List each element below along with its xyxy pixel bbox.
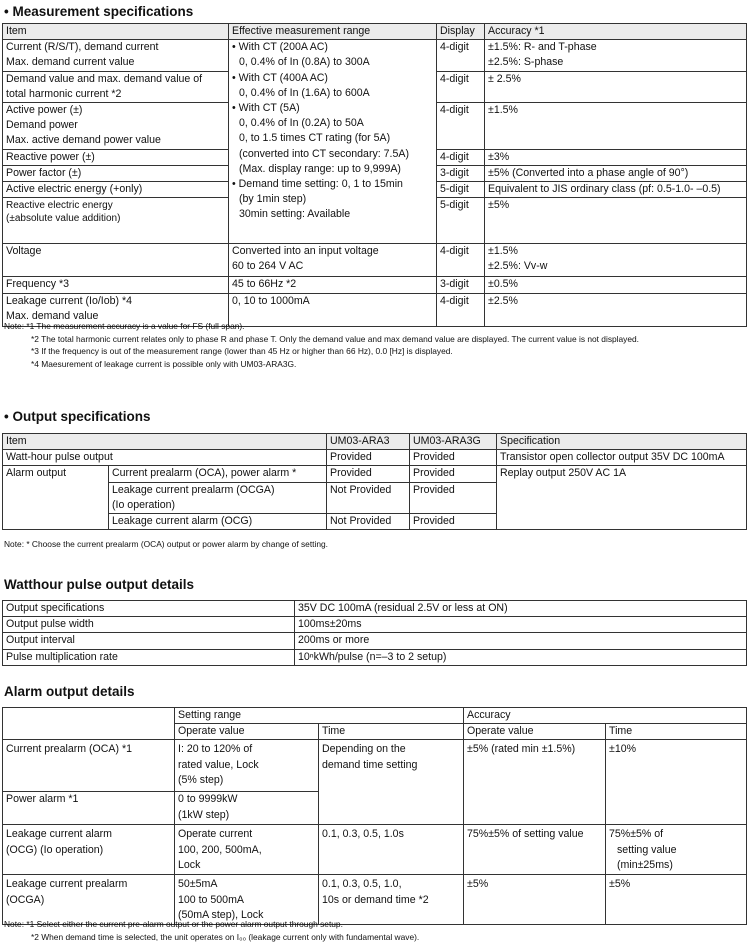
range-cell bbox=[229, 244, 437, 277]
acc-time-cell: ±5% bbox=[606, 875, 747, 925]
range-line: • Demand time setting: 0, 1 to 15min bbox=[232, 178, 403, 191]
item-cell: Current prealarm (OCA) *1 bbox=[3, 740, 175, 792]
header-setting-range: Setting range bbox=[175, 708, 464, 724]
display-cell: 3-digit bbox=[437, 165, 485, 181]
item-cell bbox=[3, 40, 229, 71]
header-operate-value: Operate value bbox=[175, 724, 319, 740]
sub-item-line: Leakage current prealarm (OCGA) bbox=[112, 483, 275, 496]
accuracy-cell: Equivalent to JIS ordinary class (pf: 0.5-1.0- –0.5) bbox=[485, 182, 747, 198]
item-line: (±absolute value addition) bbox=[6, 213, 121, 225]
alarm-header-row bbox=[3, 708, 747, 724]
ara3-cell: Not Provided bbox=[327, 514, 410, 530]
acc-operate-cell: ±5% bbox=[464, 875, 606, 925]
value-cell: 10ⁿkWh/pulse (n=–3 to 2 setup) bbox=[295, 649, 747, 665]
item-cell: Reactive power (±) bbox=[3, 149, 229, 165]
accuracy-line: ±1.5%: R- and T-phase bbox=[488, 41, 597, 54]
header-blank bbox=[3, 708, 175, 740]
operate-line: 100 to 500mA bbox=[178, 893, 244, 906]
operate-line: 50±5mA bbox=[178, 878, 218, 891]
header-accuracy: Accuracy bbox=[464, 708, 747, 724]
sub-item-cell: Current prealarm (OCA), power alarm * bbox=[109, 466, 327, 482]
header-item: Item bbox=[3, 434, 327, 450]
item-cell: Alarm output bbox=[3, 466, 109, 530]
acc-time-line: (min±25ms) bbox=[617, 858, 673, 871]
accuracy-cell: ±5% (Converted into a phase angle of 90°) bbox=[485, 165, 747, 181]
ara3-cell: Not Provided bbox=[327, 482, 410, 513]
alarm-table bbox=[2, 707, 747, 925]
measurement-row bbox=[3, 244, 747, 277]
accuracy-line: ±2.5%: S-phase bbox=[488, 56, 564, 69]
display-cell: 4-digit bbox=[437, 71, 485, 102]
sub-item-cell: Leakage current alarm (OCG) bbox=[109, 514, 327, 530]
operate-cell bbox=[175, 825, 319, 875]
item-line: Max. active demand power value bbox=[6, 134, 161, 147]
item-cell bbox=[3, 71, 229, 102]
acc-operate-cell: 75%±5% of setting value bbox=[464, 825, 606, 875]
note-line: *2 When demand time is selected, the unit operates on I₀₀ (leakage current only with fundamental wave). bbox=[31, 931, 420, 942]
watthour-table bbox=[2, 600, 747, 666]
ara3-cell: Provided bbox=[327, 450, 410, 466]
item-cell: Voltage bbox=[3, 244, 229, 277]
time-cell-shared bbox=[319, 740, 464, 825]
display-cell: 4-digit bbox=[437, 103, 485, 150]
alarm-heading: Alarm output details bbox=[4, 684, 135, 699]
spec-cell: Transistor open collector output 35V DC 100mA bbox=[497, 450, 747, 466]
spec-cell: Replay output 250V AC 1A bbox=[497, 466, 747, 530]
item-line: (OCG) (Io operation) bbox=[6, 843, 104, 856]
output-note: Note: * Choose the current prealarm (OCA) output or power alarm by change of setting. bbox=[4, 539, 328, 549]
range-line: (by 1min step) bbox=[239, 193, 307, 206]
sub-item-cell bbox=[109, 482, 327, 513]
note-line: *4 Maesurement of leakage current is possible only with UM03-ARA3G. bbox=[31, 358, 297, 369]
acc-time-line: 75%±5% of bbox=[609, 828, 664, 841]
header-acc-time: Time bbox=[606, 724, 747, 740]
header-range: Effective measurement range bbox=[229, 24, 437, 40]
display-cell: 5-digit bbox=[437, 182, 485, 198]
alarm-notes bbox=[4, 918, 419, 943]
operate-line: Operate current bbox=[178, 828, 253, 841]
range-line: 0, 0.4% of In (1.6A) to 600A bbox=[239, 86, 370, 99]
header-item: Item bbox=[3, 24, 229, 40]
display-cell: 4-digit bbox=[437, 149, 485, 165]
label-cell: Output interval bbox=[3, 633, 295, 649]
operate-line: I: 20 to 120% of bbox=[178, 743, 253, 756]
acc-time-cell bbox=[606, 825, 747, 875]
item-line: Leakage current (Io/Iob) *4 bbox=[6, 295, 133, 308]
measurement-header-row bbox=[3, 24, 747, 40]
item-cell bbox=[3, 198, 229, 244]
label-cell: Output pulse width bbox=[3, 617, 295, 633]
watthour-row bbox=[3, 649, 747, 665]
range-line: 0, to 1.5 times CT rating (for 5A) bbox=[239, 132, 391, 145]
item-line: total harmonic current *2 bbox=[6, 87, 122, 100]
acc-time-line: setting value bbox=[617, 843, 677, 856]
operate-line: 100, 200, 500mA, bbox=[178, 843, 262, 856]
measurement-row bbox=[3, 40, 747, 71]
note-line: *3 If the frequency is out of the measurement range (lower than 45 Hz or higher than 66 Hz), 0.0 [Hz] is displayed. bbox=[31, 346, 453, 356]
operate-line: Lock bbox=[178, 858, 201, 871]
header-display: Display bbox=[437, 24, 485, 40]
sub-item-line: (Io operation) bbox=[112, 498, 176, 511]
accuracy-cell bbox=[485, 40, 747, 71]
operate-cell bbox=[175, 792, 319, 825]
label-cell: Pulse multiplication rate bbox=[3, 649, 295, 665]
accuracy-cell bbox=[485, 244, 747, 277]
header-ara3g: UM03-ARA3G bbox=[410, 434, 497, 450]
ara3-cell: Provided bbox=[327, 466, 410, 482]
item-line: Demand power bbox=[6, 119, 78, 132]
alarm-row bbox=[3, 740, 747, 792]
output-heading: • Output specifications bbox=[4, 409, 151, 424]
range-line: 60 to 264 V AC bbox=[232, 260, 304, 273]
watthour-row bbox=[3, 633, 747, 649]
ara3g-cell: Provided bbox=[410, 514, 497, 530]
item-cell bbox=[3, 825, 175, 875]
item-cell: Frequency *3 bbox=[3, 277, 229, 294]
time-line: 0.1, 0.3, 0.5, 1.0, bbox=[322, 878, 402, 891]
accuracy-cell: ±0.5% bbox=[485, 277, 747, 294]
item-line: Current (R/S/T), demand current bbox=[6, 41, 159, 54]
ara3g-cell: Provided bbox=[410, 482, 497, 513]
acc-operate-cell: ±5% (rated min ±1.5%) bbox=[464, 740, 606, 825]
note-line: Note: *1 The measurement accuracy is a value for FS (full span). bbox=[4, 321, 245, 331]
accuracy-cell: ±2.5% bbox=[485, 294, 747, 327]
range-line: Converted into an input voltage bbox=[232, 245, 379, 258]
note-line: Note: *1 Select either the current pre-alarm output or the power alarm output through setup. bbox=[4, 919, 343, 929]
output-row bbox=[3, 450, 747, 466]
range-line: 0, 0.4% of In (0.2A) to 50A bbox=[239, 117, 364, 130]
watthour-row bbox=[3, 617, 747, 633]
header-ara3: UM03-ARA3 bbox=[327, 434, 410, 450]
operate-line: (50mA step), Lock bbox=[178, 908, 264, 921]
item-line: Leakage current prealarm bbox=[6, 878, 128, 891]
accuracy-cell: ±5% bbox=[485, 198, 747, 244]
acc-time-cell: ±10% bbox=[606, 740, 747, 825]
item-line: Max. demand current value bbox=[6, 56, 135, 69]
item-line: Demand value and max. demand value of bbox=[6, 72, 203, 85]
operate-line: 0 to 9999kW bbox=[178, 793, 238, 806]
header-accuracy: Accuracy *1 bbox=[485, 24, 747, 40]
display-cell: 4-digit bbox=[437, 244, 485, 277]
range-line: • With CT (200A AC) bbox=[232, 41, 328, 54]
accuracy-line: ±1.5% bbox=[488, 245, 518, 258]
note-line: *2 The total harmonic current relates only to phase R and phase T. Only the demand value and max demand value are displayed. The current value is not displayed. bbox=[31, 333, 640, 344]
operate-line: rated value, Lock bbox=[178, 758, 259, 771]
item-cell: Power alarm *1 bbox=[3, 792, 175, 825]
range-line: 0, 0.4% of In (0.8A) to 300A bbox=[239, 56, 370, 69]
operate-line: (1kW step) bbox=[178, 808, 230, 821]
range-cell: 0, 10 to 1000mA bbox=[229, 294, 437, 327]
item-cell: Power factor (±) bbox=[3, 165, 229, 181]
value-cell: 35V DC 100mA (residual 2.5V or less at ON) bbox=[295, 601, 747, 617]
accuracy-cell: ±1.5% bbox=[485, 103, 747, 150]
range-line: • With CT (5A) bbox=[232, 102, 300, 115]
time-line: demand time setting bbox=[322, 758, 418, 771]
item-line: (OCGA) bbox=[6, 893, 45, 906]
alarm-row bbox=[3, 825, 747, 875]
accuracy-cell: ± 2.5% bbox=[485, 71, 747, 102]
measurement-heading: • Measurement specifications bbox=[4, 4, 194, 19]
output-table bbox=[2, 433, 747, 530]
measurement-table bbox=[2, 23, 747, 327]
ara3g-cell: Provided bbox=[410, 466, 497, 482]
time-cell: 0.1, 0.3, 0.5, 1.0s bbox=[319, 825, 464, 875]
display-cell: 4-digit bbox=[437, 294, 485, 327]
item-cell bbox=[3, 103, 229, 150]
watthour-heading: Watthour pulse output details bbox=[4, 577, 194, 592]
output-row bbox=[3, 466, 747, 482]
header-specification: Specification bbox=[497, 434, 747, 450]
display-cell: 4-digit bbox=[437, 40, 485, 71]
range-line: • With CT (400A AC) bbox=[232, 71, 328, 84]
measurement-row bbox=[3, 277, 747, 294]
range-cell: 45 to 66Hz *2 bbox=[229, 277, 437, 294]
range-cell-shared bbox=[229, 40, 437, 244]
item-cell: Watt-hour pulse output bbox=[3, 450, 327, 466]
item-line: Active power (±) bbox=[6, 104, 83, 117]
item-line: Max. demand value bbox=[6, 310, 99, 323]
header-acc-operate-value: Operate value bbox=[464, 724, 606, 740]
ara3g-cell: Provided bbox=[410, 450, 497, 466]
measurement-notes bbox=[4, 320, 639, 370]
display-cell: 5-digit bbox=[437, 198, 485, 244]
range-line: (converted into CT secondary: 7.5A) bbox=[239, 147, 409, 160]
range-line: 30min setting: Available bbox=[239, 208, 351, 221]
value-cell: 200ms or more bbox=[295, 633, 747, 649]
operate-cell bbox=[175, 740, 319, 792]
output-header-row bbox=[3, 434, 747, 450]
range-line: (Max. display range: up to 9,999A) bbox=[239, 162, 401, 175]
accuracy-line: ±2.5%: Vv-w bbox=[488, 260, 548, 273]
operate-line: (5% step) bbox=[178, 773, 224, 786]
watthour-row bbox=[3, 601, 747, 617]
item-line: Leakage current alarm bbox=[6, 828, 112, 841]
item-cell: Active electric energy (+only) bbox=[3, 182, 229, 198]
item-line: Reactive electric energy bbox=[6, 200, 113, 212]
label-cell: Output specifications bbox=[3, 601, 295, 617]
display-cell: 3-digit bbox=[437, 277, 485, 294]
time-line: Depending on the bbox=[322, 743, 406, 756]
value-cell: 100ms±20ms bbox=[295, 617, 747, 633]
accuracy-cell: ±3% bbox=[485, 149, 747, 165]
time-line: 10s or demand time *2 bbox=[322, 893, 429, 906]
header-time: Time bbox=[319, 724, 464, 740]
